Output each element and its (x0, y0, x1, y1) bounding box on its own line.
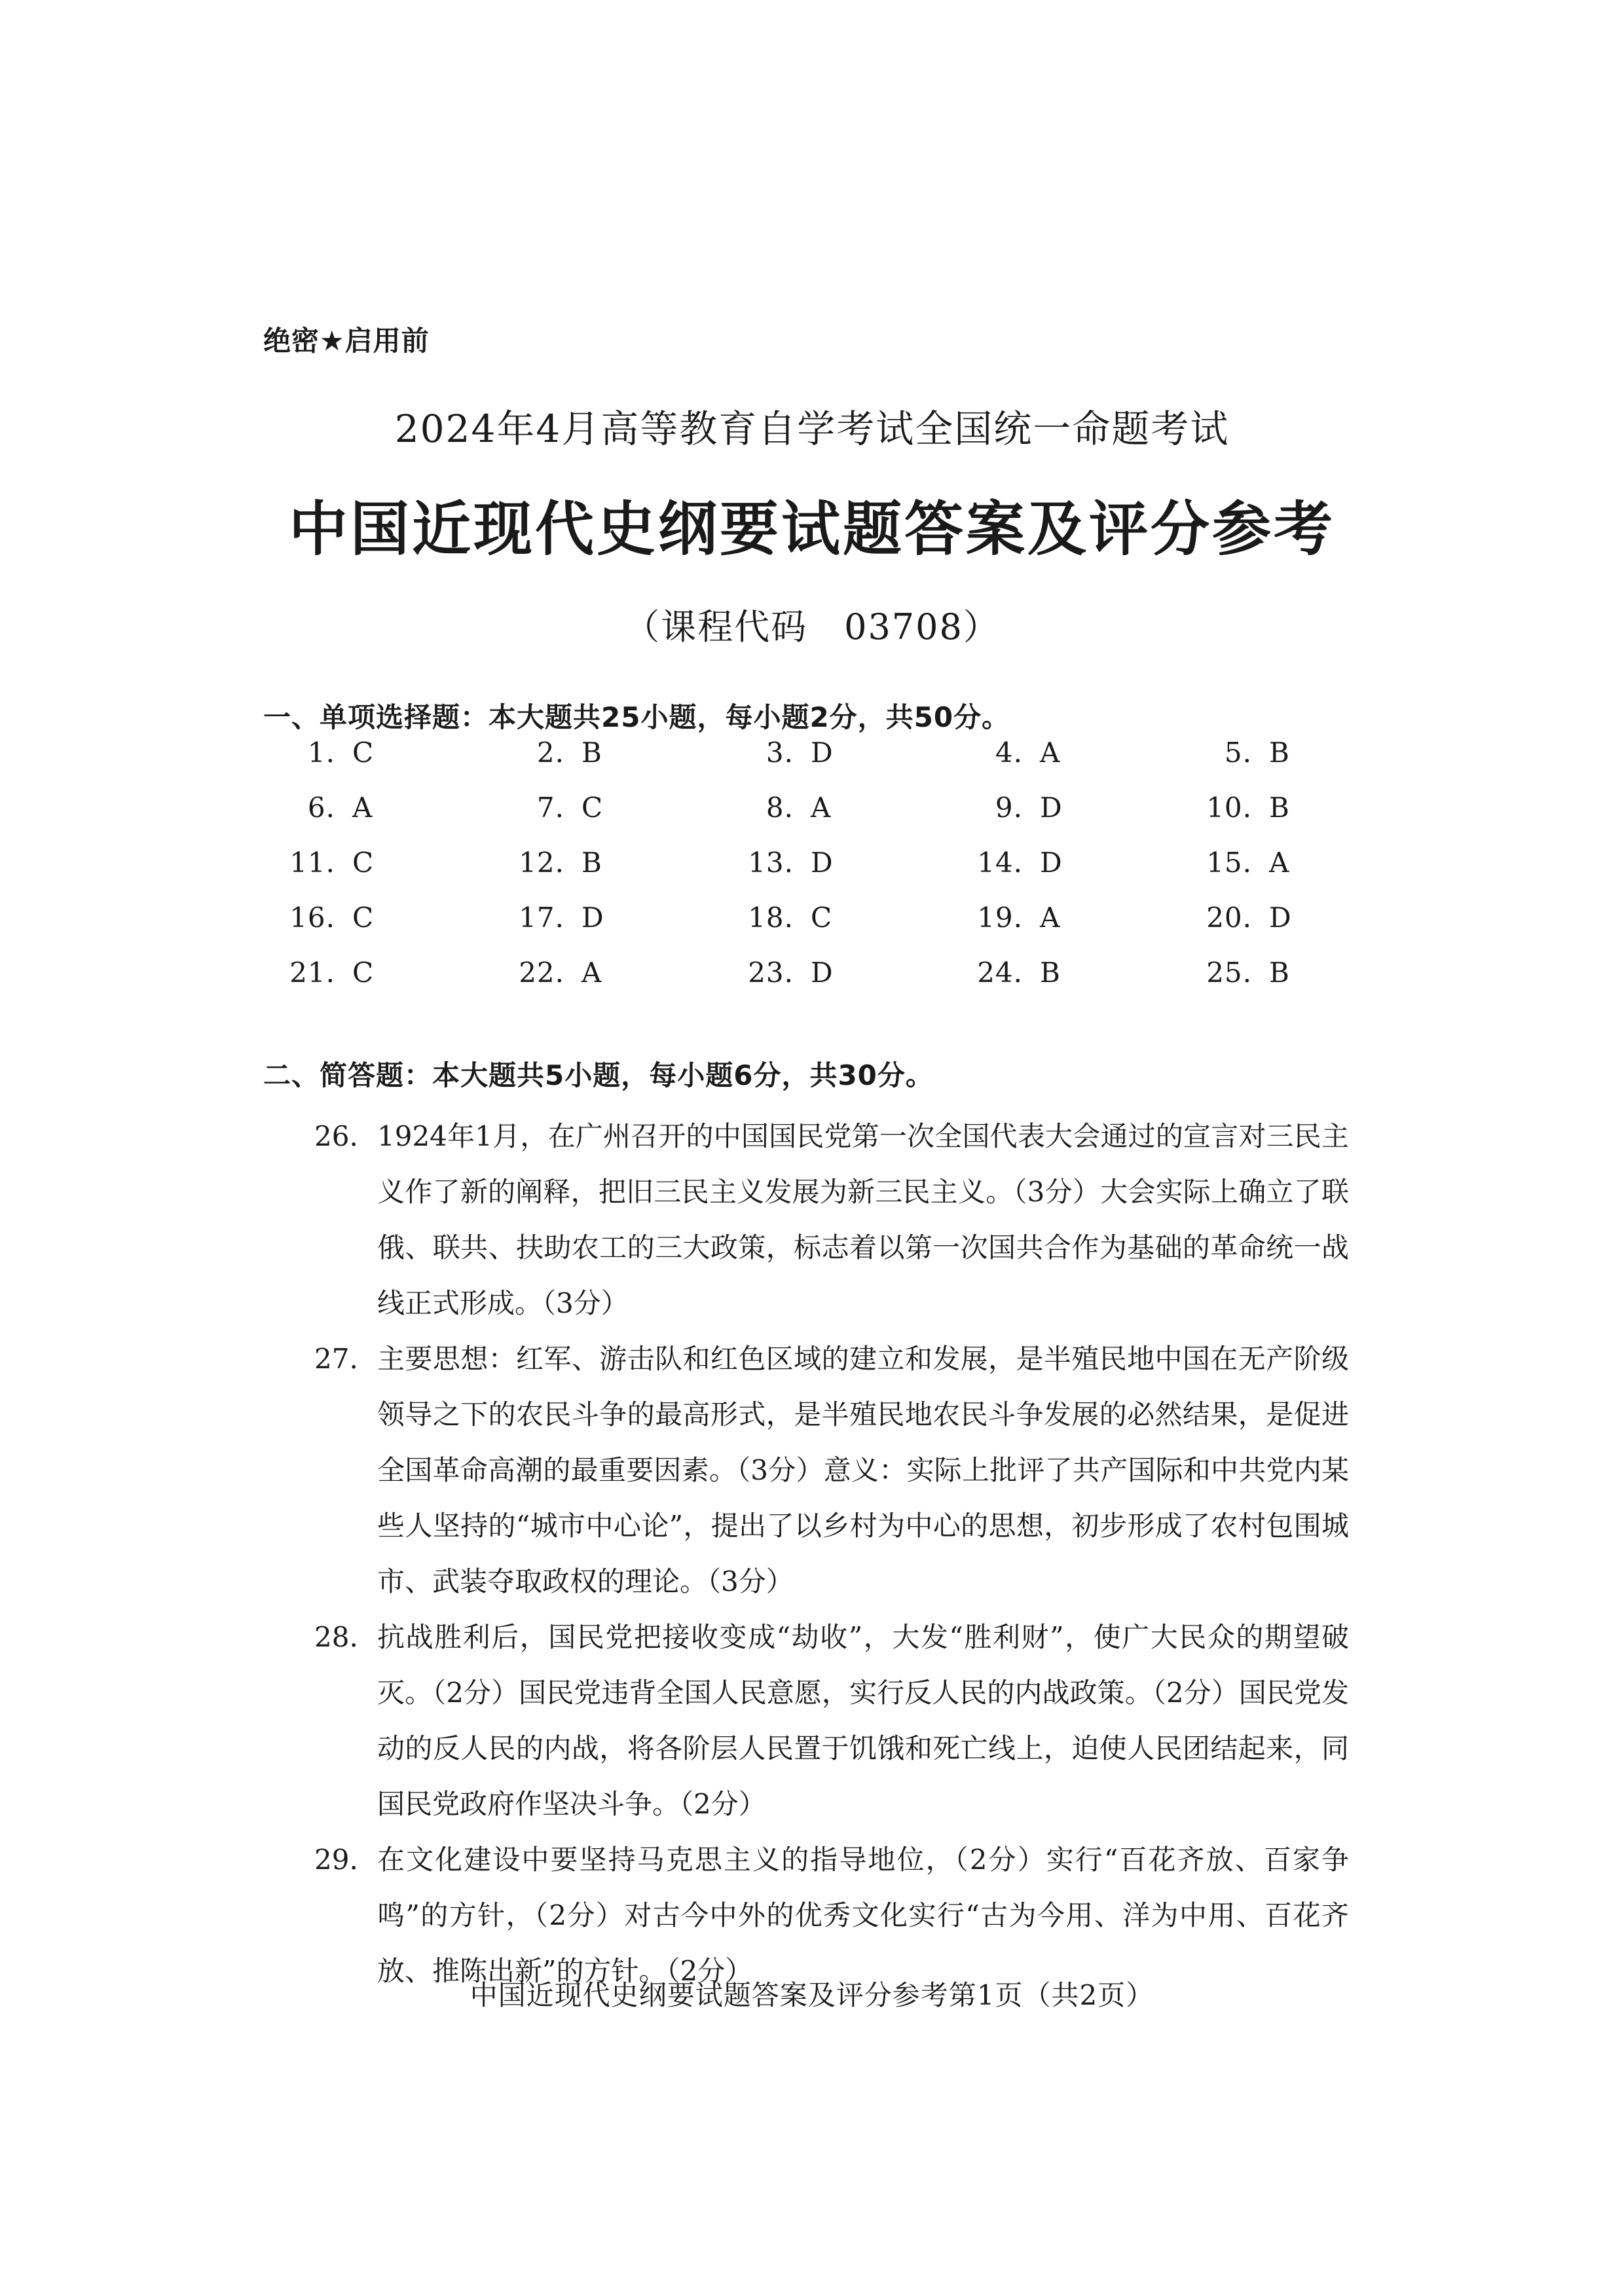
answer-item (263, 847, 374, 879)
answer-letter: B (1269, 737, 1290, 769)
answer-item (263, 737, 374, 769)
short-answer-question-27 (314, 1331, 1349, 1609)
answer-item (722, 792, 831, 824)
answer-row (263, 902, 1376, 957)
confidential-label: 绝密★启用前 (263, 325, 430, 357)
question-number: 17. (519, 902, 564, 934)
answer-item (951, 902, 1060, 934)
answer-letter: B (1040, 957, 1061, 989)
question-number: 25. (1206, 957, 1252, 989)
question-number: 10. (1206, 792, 1252, 824)
page-title: 中国近现代史纲要试题答案及评分参考 (289, 495, 1335, 564)
question-number: 20. (1206, 902, 1252, 934)
answer-item (722, 737, 834, 769)
question-number: 4. (995, 737, 1023, 769)
answer-letter: B (581, 847, 602, 879)
question-number: 8. (766, 792, 794, 824)
question-number: 23. (748, 957, 794, 989)
answer-letter: D (1040, 847, 1063, 879)
answer-item (1180, 902, 1292, 934)
answer-letter: B (581, 737, 602, 769)
answer-letter: C (581, 792, 604, 824)
question-number: 5. (1224, 737, 1252, 769)
answer-row (263, 737, 1376, 792)
question-number: 21. (289, 957, 335, 989)
answer-letter: C (811, 902, 833, 934)
question-number: 1. (307, 737, 335, 769)
question-number: 16. (289, 902, 335, 934)
answer-letter: C (352, 902, 375, 934)
question-number: 29. (314, 1844, 358, 1876)
question-number: 13. (748, 847, 794, 879)
answer-letter: A (1040, 737, 1061, 769)
answer-item (492, 902, 604, 934)
question-number: 3. (766, 737, 794, 769)
exam-title: 2024年4月高等教育自学考试全国统一命题考试 (394, 407, 1230, 451)
answer-item (263, 957, 374, 989)
answer-item (492, 957, 602, 989)
answer-item (951, 847, 1063, 879)
question-number: 26. (314, 1120, 358, 1152)
answer-letter: D (811, 847, 834, 879)
answer-text: 在文化建设中要坚持马克思主义的指导地位，（2分）实行“百花齐放、百家争鸣”的方针，（2分）对古今中外的优秀文化实行“古为今用、洋为中用、百花齐放、推陈出新”的方针。（2分） (377, 1844, 1349, 1987)
short-answer-question-28 (314, 1609, 1349, 1832)
answer-text: 抗战胜利后，国民党把接收变成“劫收”，大发“胜利财”，使广大民众的期望破灭。（2分）国民党违背全国人民意愿，实行反人民的内战政策。（2分）国民党发动的反人民的内战，将各阶层人民置于饥饿和死亡线上，迫使人民团结起来，同国民党政府作坚决斗争。（2分） (377, 1621, 1349, 1820)
answer-letter: D (811, 737, 834, 769)
answer-letter: A (1269, 847, 1290, 879)
answer-letter: A (352, 792, 373, 824)
question-number: 27. (314, 1343, 358, 1375)
question-number: 22. (519, 957, 564, 989)
answer-item (722, 957, 834, 989)
question-number: 12. (519, 847, 564, 879)
answer-item (1180, 737, 1290, 769)
multiple-choice-answer-grid (263, 737, 1376, 1011)
answer-item (492, 737, 602, 769)
question-number: 28. (314, 1621, 358, 1653)
answer-letter: B (1269, 957, 1290, 989)
question-number: 7. (536, 792, 564, 824)
answer-item (263, 902, 374, 934)
answer-letter: D (811, 957, 834, 989)
answer-letter: D (1040, 792, 1063, 824)
question-number: 18. (748, 902, 794, 934)
answer-letter: C (352, 737, 375, 769)
answer-letter: A (581, 957, 602, 989)
answer-item (1180, 847, 1289, 879)
answer-letter: B (1269, 792, 1290, 824)
question-number: 24. (977, 957, 1023, 989)
answer-item (1180, 957, 1290, 989)
question-number: 6. (307, 792, 335, 824)
answer-row (263, 957, 1376, 1011)
answer-item (1180, 792, 1290, 824)
answer-item (951, 957, 1061, 989)
page-footer: 中国近现代史纲要试题答案及评分参考第1页（共2页） (470, 1979, 1154, 2011)
question-number: 2. (536, 737, 564, 769)
question-number: 19. (977, 902, 1023, 934)
answer-letter: A (811, 792, 832, 824)
answer-item (722, 902, 832, 934)
question-number: 14. (977, 847, 1023, 879)
answer-item (492, 847, 602, 879)
answer-text: 主要思想：红军、游击队和红色区域的建立和发展，是半殖民地中国在无产阶级领导之下的农民斗争的最高形式，是半殖民地农民斗争发展的必然结果，是促进全国革命高潮的最重要因素。（3分）意义：实际上批评了共产国际和中共党内某些人坚持的“城市中心论”，提出了以乡村为中心的思想，初步形成了农村包围城市、武装夺取政权的理论。（3分） (377, 1343, 1349, 1597)
answer-item (492, 792, 603, 824)
answer-letter: C (352, 847, 375, 879)
answer-letter: D (581, 902, 604, 934)
short-answer-question-26 (314, 1108, 1349, 1331)
section-heading-multiple-choice: 一、单项选择题：本大题共25小题，每小题2分，共50分。 (263, 701, 1010, 733)
answer-item (722, 847, 834, 879)
answer-text: 1924年1月，在广州召开的中国国民党第一次全国代表大会通过的宣言对三民主义作了新的阐释，把旧三民主义发展为新三民主义。（3分）大会实际上确立了联俄、联共、扶助农工的三大政策，标志着以第一次国共合作为基础的革命统一战线正式形成。（3分） (377, 1120, 1349, 1319)
course-code: （课程代码 03708） (624, 606, 1000, 647)
answer-letter: A (1040, 902, 1061, 934)
answer-item (951, 737, 1060, 769)
answer-row (263, 847, 1376, 902)
question-number: 15. (1206, 847, 1252, 879)
answer-letter: C (352, 957, 375, 989)
question-number: 9. (995, 792, 1023, 824)
answer-item (263, 792, 373, 824)
question-number: 11. (289, 847, 335, 879)
section-heading-short-answer: 二、简答题：本大题共5小题，每小题6分，共30分。 (263, 1059, 934, 1091)
answer-letter: D (1269, 902, 1292, 934)
answer-row (263, 792, 1376, 847)
answer-item (951, 792, 1063, 824)
